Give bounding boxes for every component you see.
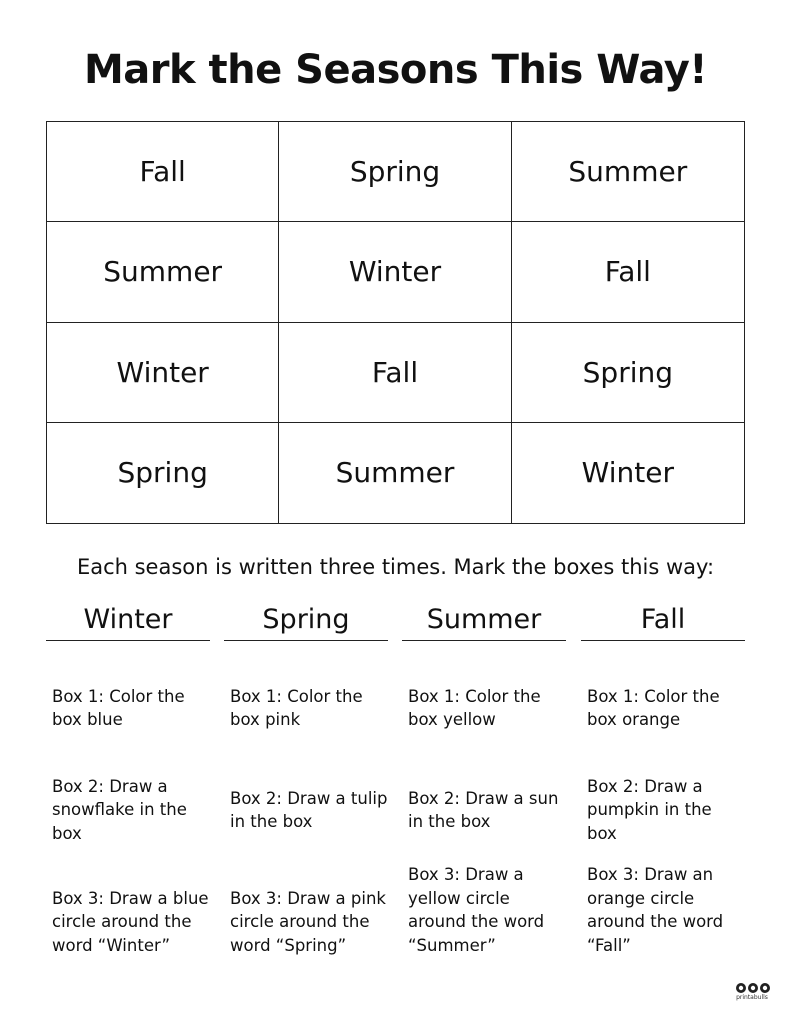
box3-instruction: Box 3: Draw a pink circle around the word “Spring” xyxy=(230,888,386,955)
seasons-grid xyxy=(46,121,745,524)
column-heading: Spring xyxy=(224,600,388,641)
instruction-text: Each season is written three times. Mark the boxes this way: xyxy=(76,555,715,579)
grid-cell: Fall xyxy=(47,122,279,222)
column-spring xyxy=(224,600,388,980)
box1-instruction: Box 1: Color the box blue xyxy=(52,686,185,729)
grid-cell: Summer xyxy=(279,423,511,523)
grid-cell: Summer xyxy=(47,222,279,322)
grid-cell: Winter xyxy=(47,323,279,423)
grid-cell: Winter xyxy=(279,222,511,322)
column-summer xyxy=(402,600,566,980)
box2-instruction: Box 2: Draw a tulip in the box xyxy=(230,788,388,831)
box3-instruction: Box 3: Draw a blue circle around the word “Winter” xyxy=(52,888,209,955)
box1-instruction: Box 1: Color the box yellow xyxy=(408,686,541,729)
column-fall xyxy=(581,600,745,980)
grid-cell: Spring xyxy=(512,323,744,423)
grid-cell: Fall xyxy=(279,323,511,423)
column-heading: Fall xyxy=(581,600,745,641)
box2-instruction: Box 2: Draw a sun in the box xyxy=(408,788,559,831)
instruction-columns xyxy=(46,600,745,980)
column-heading: Summer xyxy=(402,600,566,641)
grid-cell: Spring xyxy=(47,423,279,523)
box3-instruction: Box 3: Draw a yellow circle around the word “Summer” xyxy=(408,865,545,955)
box1-instruction: Box 1: Color the box pink xyxy=(230,686,363,729)
box2-instruction: Box 2: Draw a snowflake in the box xyxy=(52,776,187,843)
grid-cell: Summer xyxy=(512,122,744,222)
page-title: Mark the Seasons This Way! xyxy=(83,47,708,93)
column-heading: Winter xyxy=(46,600,210,641)
logo-text: printabulls xyxy=(736,994,768,1001)
box3-instruction: Box 3: Draw an orange circle around the word “Fall” xyxy=(587,865,724,955)
column-winter xyxy=(46,600,210,980)
box1-instruction: Box 1: Color the box orange xyxy=(587,686,720,729)
grid-cell: Winter xyxy=(581,456,674,490)
box2-instruction: Box 2: Draw a pumpkin in the box xyxy=(587,776,712,843)
grid-cell: Fall xyxy=(512,222,744,322)
grid-cell: Spring xyxy=(279,122,511,222)
